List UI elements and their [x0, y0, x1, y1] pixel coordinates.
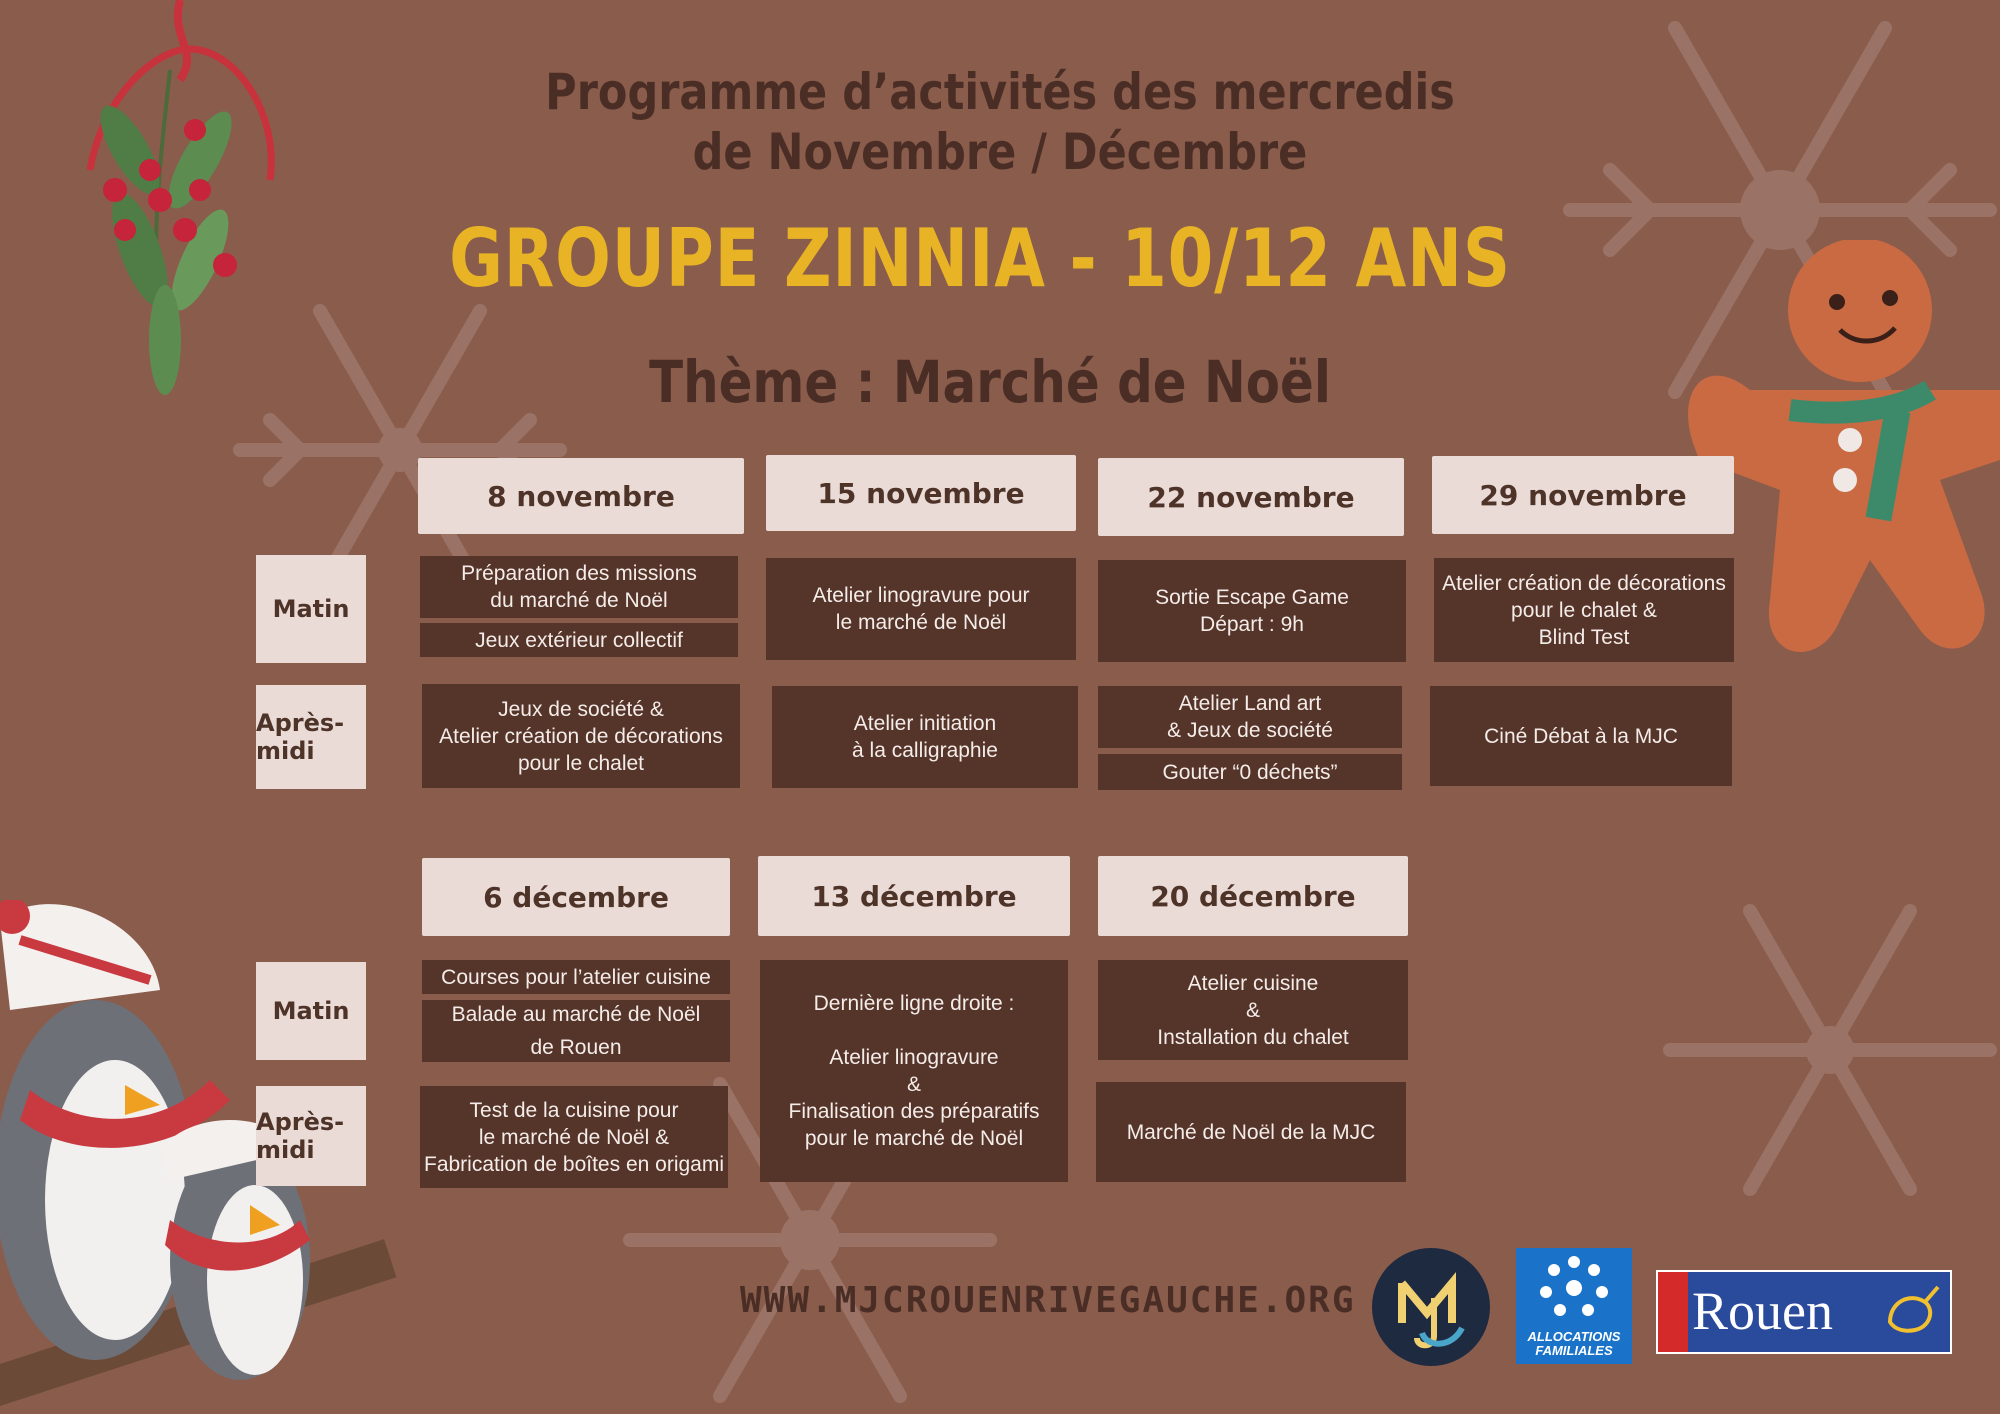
rouen-logo-text: Rouen — [1692, 1281, 1833, 1341]
activity-cell: Ciné Débat à la MJC — [1430, 686, 1732, 786]
row-label-apres-midi: Après-midi — [256, 685, 366, 789]
rouen-logo — [1656, 1270, 1952, 1354]
activity-cell: Préparation des missions du marché de Noël — [420, 556, 738, 618]
mjc-logo-icon — [1372, 1248, 1490, 1366]
rouen-logo-red-band — [1658, 1272, 1688, 1352]
lamb-icon — [1880, 1282, 1942, 1342]
date-header: 29 novembre — [1432, 456, 1734, 534]
activity-cell: Atelier initiation à la calligraphie — [772, 686, 1078, 788]
snowflake-icon — [1660, 880, 2000, 1220]
page-title — [140, 62, 1860, 182]
activity-cell: Marché de Noël de la MJC — [1096, 1082, 1406, 1182]
date-header: 20 décembre — [1098, 856, 1408, 936]
date-header: 13 décembre — [758, 856, 1070, 936]
activity-cell: Atelier Land art & Jeux de société — [1098, 686, 1402, 748]
caf-logo-icon — [1516, 1248, 1632, 1328]
activity-cell: Balade au marché de Noël de Rouen — [422, 1000, 730, 1062]
activity-cell: Atelier cuisine & Installation du chalet — [1098, 960, 1408, 1060]
theme-title: Thème : Marché de Noël — [649, 348, 1331, 416]
title-line-1: Programme d’activités des mercredis — [545, 63, 1455, 121]
activity-cell: Jeux extérieur collectif — [420, 623, 738, 657]
row-label-apres-midi: Après-midi — [256, 1086, 366, 1186]
row-label-matin: Matin — [256, 555, 366, 663]
activity-cell: Gouter “0 déchets” — [1098, 754, 1402, 790]
date-header: 8 novembre — [418, 458, 744, 534]
row-label-matin: Matin — [256, 962, 366, 1060]
caf-logo-text: ALLOCATIONS FAMILIALES — [1527, 1329, 1621, 1358]
mjc-logo — [1372, 1248, 1490, 1366]
date-header: 15 novembre — [766, 455, 1076, 531]
activity-cell: Sortie Escape Game Départ : 9h — [1098, 560, 1406, 662]
activity-cell: Atelier création de décorations pour le chalet & Blind Test — [1434, 558, 1734, 662]
activity-cell: Atelier linogravure pour le marché de Noël — [766, 558, 1076, 660]
group-title: GROUPE ZINNIA - 10/12 ANS — [449, 212, 1511, 305]
date-header: 6 décembre — [422, 858, 730, 936]
date-header: 22 novembre — [1098, 458, 1404, 536]
title-line-2: de Novembre / Décembre — [692, 123, 1308, 181]
activity-cell: Courses pour l’atelier cuisine — [422, 960, 730, 994]
caf-logo — [1516, 1248, 1632, 1364]
website-link[interactable]: WWW.MJCROUENRIVEGAUCHE.ORG — [740, 1280, 1356, 1321]
mjc-logo-text — [1376, 1252, 1377, 1253]
activity-cell: Dernière ligne droite : Atelier linogravure & Finalisation des préparatifs pour le marché de Noël — [760, 960, 1068, 1182]
activity-cell: Jeux de société & Atelier création de décorations pour le chalet — [422, 684, 740, 788]
activity-cell: Test de la cuisine pour le marché de Noël & Fabrication de boîtes en origami — [420, 1086, 728, 1188]
